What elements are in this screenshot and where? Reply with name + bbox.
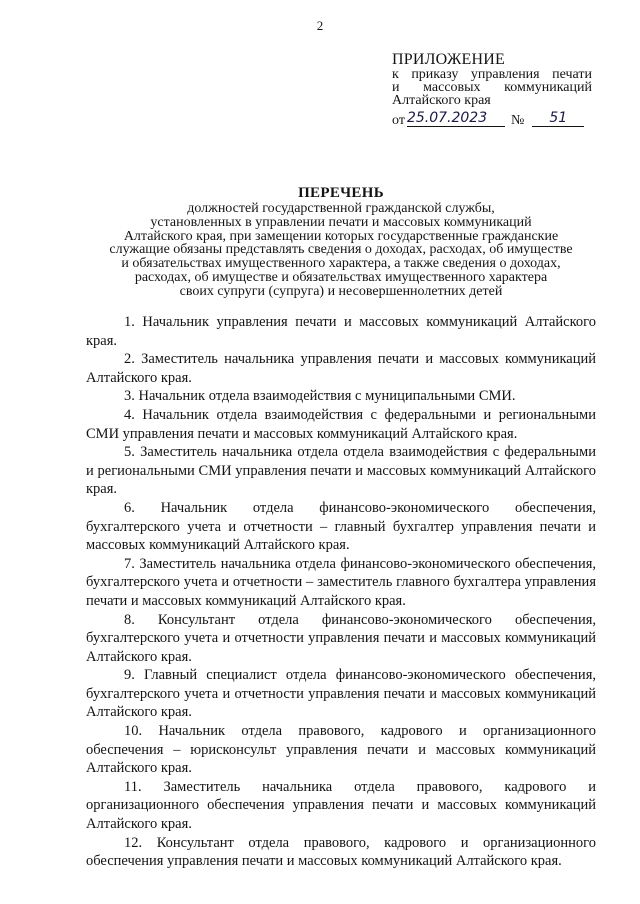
title-line: и обязательствах имущественного характера, а также сведения о доходах, [121, 256, 561, 272]
from-label: от [392, 113, 405, 128]
list-item: 6. Начальник отдела финансово-экономического обеспечения, бухгалтерского учета и отчетности – главный бухгалтер управления печати и массовых коммуникаций Алтайского края. [86, 499, 596, 554]
order-date: 25.07.2023 [407, 110, 505, 127]
appendix-line-3: Алтайского края [392, 93, 491, 108]
title-line: Алтайского края, при замещении которых государственные гражданские [123, 228, 559, 244]
document-title-block [86, 185, 596, 299]
list-item: 8. Консультант отдела финансово-экономического обеспечения, бухгалтерского учета и отчетности управления печати и массовых коммуникаций Алтайского края. [86, 611, 596, 665]
document-title: ПЕРЕЧЕНЬ [298, 185, 384, 201]
list-item: 11. Заместитель начальника отдела правового, кадрового и организационного обеспечения управления печати и массовых коммуникаций Алтайского края. [86, 778, 596, 833]
title-line: должностей государственной гражданской службы, [187, 201, 495, 216]
list-item: 7. Заместитель начальника отдела финансово-экономического обеспечения, бухгалтерского учета и отчетности – заместитель главного бухгалтера управления печати и массовых коммуникаций Алтайского края. [86, 555, 596, 609]
list-item: 1. Начальник управления печати и массовых коммуникаций Алтайского края. [86, 314, 596, 349]
appendix-line-2: и массовых коммуникаций [392, 80, 592, 95]
order-number: 51 [532, 110, 584, 127]
title-line: установленных в управлении печати и массовых коммуникаций [150, 214, 532, 230]
title-line: расходах, об имуществе и обязательствах имущественного характера [134, 269, 548, 285]
list-item: 4. Начальник отдела взаимодействия с федеральными и региональными СМИ управления печати и массовых коммуникаций Алтайского края. [86, 406, 596, 442]
page-number: 2 [316, 18, 324, 33]
appendix-heading: ПРИЛОЖЕНИЕ [392, 51, 506, 68]
list-item: 10. Начальник отдела правового, кадрового и организационного обеспечения – юрисконсульт управления печати и массовых коммуникаций Алтайского края. [86, 723, 596, 777]
list-item: 3. Начальник отдела взаимодействия с муниципальными СМИ. [124, 388, 516, 405]
number-label: № [510, 113, 525, 128]
positions-list [86, 313, 596, 871]
order-date-number-line [392, 107, 592, 127]
appendix-line-1: к приказу управления печати [392, 67, 592, 82]
appendix-block [392, 52, 592, 127]
list-item: 2. Заместитель начальника управления печати и массовых коммуникаций Алтайского края. [86, 351, 596, 386]
list-item: 5. Заместитель начальника отдела отдела взаимодействия с федеральными и региональными СМИ управления печати и массовых коммуникаций Алтайского края. [86, 444, 596, 498]
title-line: служащие обязаны представлять сведения о доходах, расходах, об имуществе [109, 242, 573, 258]
list-item: 9. Главный специалист отдела финансово-экономического обеспечения, бухгалтерского учета и отчетности управления печати и массовых коммуникаций Алтайского края. [86, 667, 596, 721]
title-line: своих супруги (супруга) и несовершеннолетних детей [179, 283, 503, 299]
list-item: 12. Консультант отдела правового, кадрового и организационного обеспечения управления печати и массовых коммуникаций Алтайского края. [86, 834, 596, 870]
